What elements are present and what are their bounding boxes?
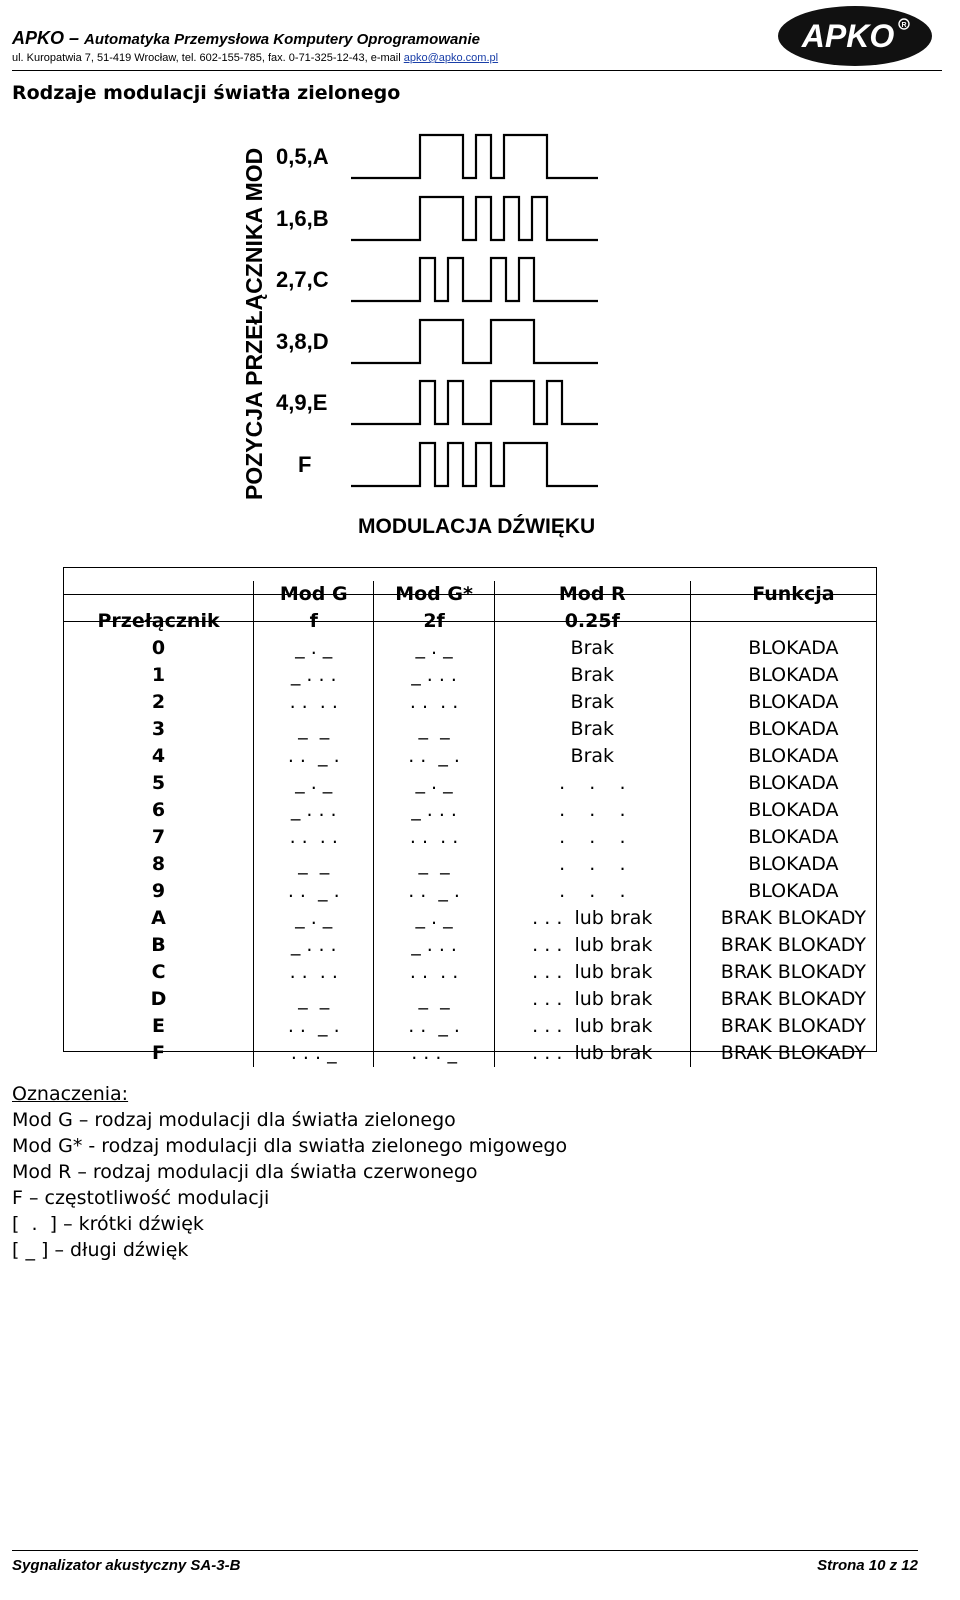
modulation-cell: . . _ . — [254, 878, 374, 905]
modulation-cell: _ _ — [254, 716, 374, 743]
function-cell: BRAK BLOKADY — [720, 934, 866, 956]
table-row — [64, 851, 896, 878]
company-title — [12, 28, 480, 49]
modulation-cell: . . . lub brak — [494, 932, 690, 959]
header-cell: Mod G — [254, 581, 374, 608]
table-row — [64, 932, 896, 959]
subheader-cell: f — [254, 608, 374, 635]
modulation-cell: _ . _ — [254, 635, 374, 662]
switch-position-cell: B — [64, 932, 254, 959]
modulation-cell: . . . _ — [374, 1040, 494, 1067]
header-cell: Funkcja — [752, 583, 835, 605]
table-header-row — [64, 581, 896, 608]
row-label: F — [298, 452, 312, 477]
switch-position-cell: 0 — [64, 635, 254, 662]
modulation-cell: _ . . . — [374, 662, 494, 689]
legend-line: Mod R – rodzaj modulacji dla światła czerwonego — [12, 1161, 478, 1183]
modulation-cell: . . . . — [374, 959, 494, 986]
switch-position-cell: 1 — [64, 662, 254, 689]
modulation-cell: . . _ . — [374, 1013, 494, 1040]
modulation-cell: _ . . . — [374, 797, 494, 824]
table-row — [64, 905, 896, 932]
modulation-cell: _ . _ — [254, 905, 374, 932]
svg-text:R: R — [901, 22, 907, 29]
switch-position-cell: 7 — [64, 824, 254, 851]
modulation-cell: . . _ . — [374, 743, 494, 770]
page-footer — [12, 1550, 918, 1581]
footer-page-number: Strona 10 z 12 — [817, 1557, 918, 1574]
table-subheader-row — [64, 608, 896, 635]
subheader-cell: Przełącznik — [64, 608, 254, 635]
vertical-label: POZYCJA PRZEŁĄCZNIKA MOD — [241, 147, 267, 500]
modulation-cell: _ . _ — [374, 635, 494, 662]
modulation-cell: . . . lub brak — [494, 1040, 690, 1067]
function-cell: BRAK BLOKADY — [720, 1042, 866, 1064]
legend-heading: Oznaczenia: — [12, 1083, 129, 1105]
function-cell: BLOKADA — [748, 826, 839, 848]
switch-position-cell: E — [64, 1013, 254, 1040]
legend-line: Mod G – rodzaj modulacji dla światła zielonego — [12, 1109, 456, 1131]
table-row — [64, 635, 896, 662]
row-label: 0,5,A — [276, 144, 329, 169]
switch-position-cell: C — [64, 959, 254, 986]
company-name: APKO – — [12, 28, 80, 48]
modulation-cell: Brak — [494, 743, 690, 770]
company-full-name: Automatyka Przemysłowa Komputery Oprogramowanie — [84, 31, 480, 48]
function-cell: BLOKADA — [748, 799, 839, 821]
modulation-cell: . . . — [494, 824, 690, 851]
modulation-cell: _ _ — [254, 851, 374, 878]
subheader-cell: 0.25f — [494, 608, 690, 635]
footer-document-name: Sygnalizator akustyczny SA-3-B — [12, 1557, 241, 1574]
modulation-cell: . . . — [494, 851, 690, 878]
modulation-cell: Brak — [494, 662, 690, 689]
subheader-cell — [690, 608, 896, 635]
table-row — [64, 662, 896, 689]
function-cell: BRAK BLOKADY — [720, 988, 866, 1010]
header-cell: Mod G* — [374, 581, 494, 608]
modulation-cell: . . _ . — [254, 743, 374, 770]
modulation-cell: . . . . — [254, 824, 374, 851]
table-body — [64, 581, 896, 1067]
modulation-cell: _ _ — [374, 986, 494, 1013]
section-title: Rodzaje modulacji światła zielonego — [12, 82, 401, 104]
waveform-2 — [351, 258, 598, 301]
table-row — [64, 1013, 896, 1040]
header-cell: Mod R — [494, 581, 690, 608]
apko-logo — [776, 4, 934, 68]
modulation-cell: Brak — [494, 635, 690, 662]
waveform-1 — [351, 197, 598, 240]
modulation-cell: _ _ — [254, 986, 374, 1013]
modulation-cell: . . _ . — [254, 1013, 374, 1040]
function-cell: BRAK BLOKADY — [720, 961, 866, 983]
modulation-cell: _ . _ — [374, 905, 494, 932]
table-row — [64, 824, 896, 851]
legend-line: [ _ ] – długi dźwięk — [12, 1239, 189, 1261]
table-row — [64, 797, 896, 824]
table-row — [64, 716, 896, 743]
function-cell: BLOKADA — [748, 664, 839, 686]
function-cell: BLOKADA — [748, 745, 839, 767]
diagram-row-labels — [276, 144, 329, 477]
modulation-cell: . . . . — [254, 689, 374, 716]
switch-position-cell: 3 — [64, 716, 254, 743]
switch-position-cell: F — [64, 1040, 254, 1067]
switch-position-cell: D — [64, 986, 254, 1013]
switch-position-cell: 5 — [64, 770, 254, 797]
table-row — [64, 689, 896, 716]
function-cell: BLOKADA — [748, 880, 839, 902]
modulation-cell: _ . _ — [374, 770, 494, 797]
waveform-3 — [351, 320, 598, 363]
modulation-cell: . . _ . — [374, 878, 494, 905]
modulation-cell: _ . . . — [254, 932, 374, 959]
modulation-cell: Brak — [494, 689, 690, 716]
table-row — [64, 959, 896, 986]
switch-position-cell: 6 — [64, 797, 254, 824]
legend — [12, 1081, 567, 1263]
waveform-0 — [351, 135, 598, 178]
modulation-cell: _ . _ — [254, 770, 374, 797]
function-cell: BLOKADA — [748, 718, 839, 740]
subheader-cell: 2f — [374, 608, 494, 635]
modulation-cell: _ . . . — [254, 797, 374, 824]
modulation-cell: . . . — [494, 797, 690, 824]
switch-position-cell: A — [64, 905, 254, 932]
modulation-cell: . . . lub brak — [494, 959, 690, 986]
modulation-cell: . . . lub brak — [494, 1013, 690, 1040]
function-cell: BLOKADA — [748, 853, 839, 875]
table-row — [64, 743, 896, 770]
bottom-label: MODULACJA DŹWIĘKU — [358, 515, 596, 538]
modulation-cell: . . . — [494, 878, 690, 905]
function-cell: BRAK BLOKADY — [720, 1015, 866, 1037]
table-row — [64, 1040, 896, 1067]
row-label: 4,9,E — [276, 390, 328, 415]
modulation-cell: . . . . — [374, 824, 494, 851]
function-cell: BRAK BLOKADY — [720, 907, 866, 929]
logo-text: APKO — [801, 18, 895, 54]
page-header — [12, 18, 942, 71]
waveform-4 — [351, 381, 598, 424]
function-cell: BLOKADA — [748, 691, 839, 713]
modulation-table — [64, 581, 896, 1067]
modulation-cell: . . . — [494, 770, 690, 797]
modulation-cell: _ . . . — [374, 932, 494, 959]
address-text: ul. Kuropatwia 7, 51-419 Wrocław, tel. 602-155-785, fax. 0-71-325-12-43, e-mail — [12, 52, 404, 64]
modulation-cell: . . . . — [254, 959, 374, 986]
company-address — [12, 52, 498, 64]
modulation-cell: Brak — [494, 716, 690, 743]
modulation-cell: _ _ — [374, 851, 494, 878]
row-label: 1,6,B — [276, 206, 329, 231]
legend-line: [ . ] – krótki dźwięk — [12, 1213, 204, 1235]
legend-line: Mod G* - rodzaj modulacji dla swiatła zielonego migowego — [12, 1135, 568, 1157]
modulation-cell: _ _ — [374, 716, 494, 743]
modulation-cell: . . . lub brak — [494, 986, 690, 1013]
modulation-diagram — [238, 130, 708, 555]
table-row — [64, 986, 896, 1013]
modulation-cell: . . . . — [374, 689, 494, 716]
modulation-cell: _ . . . — [254, 662, 374, 689]
switch-position-cell: 2 — [64, 689, 254, 716]
legend-line: F – częstotliwość modulacji — [12, 1187, 270, 1209]
function-cell: BLOKADA — [748, 772, 839, 794]
modulation-cell: . . . lub brak — [494, 905, 690, 932]
waveforms — [351, 135, 598, 486]
diagram-vertical-label — [241, 148, 267, 500]
switch-position-cell: 4 — [64, 743, 254, 770]
table-row — [64, 878, 896, 905]
table-row — [64, 770, 896, 797]
row-label: 2,7,C — [276, 267, 329, 292]
header-cell — [64, 581, 254, 608]
waveform-5 — [351, 443, 598, 486]
modulation-cell: . . . _ — [254, 1040, 374, 1067]
switch-position-cell: 9 — [64, 878, 254, 905]
email-link[interactable]: apko@apko.com.pl — [403, 52, 499, 64]
switch-position-cell: 8 — [64, 851, 254, 878]
row-label: 3,8,D — [276, 329, 329, 354]
function-cell: BLOKADA — [748, 637, 839, 659]
